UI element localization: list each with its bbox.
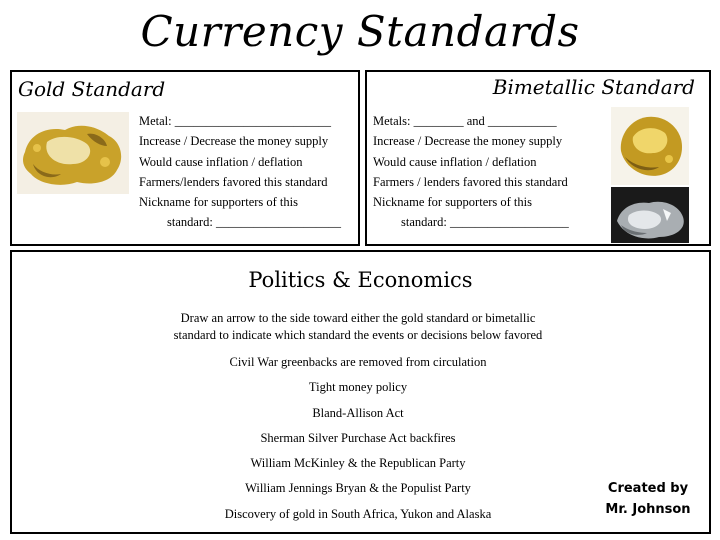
bimetallic-standard-heading: Bimetallic Standard	[492, 75, 695, 99]
politics-economics-heading	[12, 266, 709, 294]
event-item: Civil War greenbacks are removed from circulation	[229, 355, 487, 369]
instructions-line-2: standard to indicate which standard the events or decisions below favored	[173, 328, 543, 342]
events-list	[162, 350, 554, 527]
gold-standard-questions	[139, 111, 341, 233]
bimetal-nickname-blank: standard: ___________________	[401, 215, 569, 230]
event-item: Bland-Allison Act	[312, 405, 404, 420]
gold-metal-line: Metal: _________________________	[139, 114, 332, 128]
author-credit	[593, 478, 703, 520]
page-title: Currency Standards	[140, 7, 580, 56]
event-item: Discovery of gold in South Africa, Yukon and Alaska	[224, 506, 492, 521]
bimetal-favored-line: Farmers / lenders favored this standard	[373, 174, 568, 189]
gold-standard-panel	[10, 70, 360, 246]
gold-nugget-image	[17, 112, 129, 194]
gold-nugget-image	[611, 107, 689, 185]
bimetal-inflation-line: Would cause inflation / deflation	[373, 154, 537, 169]
bimetallic-standard-panel	[365, 70, 711, 246]
bimetal-nickname-line: Nickname for supporters of this	[373, 195, 532, 210]
politics-economics-heading-text: Politics & Economics	[248, 268, 473, 292]
credit-line-1: Created by	[607, 481, 689, 496]
bimetal-metals-line: Metals: ________ and ___________	[373, 114, 557, 128]
politics-economics-panel	[10, 250, 711, 534]
bimetallic-standard-questions	[373, 111, 569, 233]
event-item: William McKinley & the Republican Party	[250, 456, 466, 471]
credit-line-2: Mr. Johnson	[605, 502, 691, 517]
event-item: Sherman Silver Purchase Act backfires	[260, 430, 456, 445]
gold-inflation-line: Would cause inflation / deflation	[139, 154, 303, 169]
event-item: Tight money policy	[308, 380, 408, 395]
instructions	[132, 310, 584, 344]
bimetal-money-supply-line: Increase / Decrease the money supply	[373, 134, 563, 149]
gold-favored-line: Farmers/lenders favored this standard	[139, 174, 328, 189]
gold-nickname-blank: standard: ____________________	[167, 215, 341, 230]
gold-nickname-line: Nickname for supporters of this	[139, 195, 298, 210]
gold-standard-heading: Gold Standard	[18, 77, 166, 101]
event-item: William Jennings Bryan & the Populist Party	[245, 481, 471, 496]
silver-nugget-image	[611, 187, 689, 243]
instructions-line-1: Draw an arrow to the side toward either the gold standard or bimetallic	[180, 311, 536, 325]
gold-money-supply-line: Increase / Decrease the money supply	[139, 134, 329, 149]
